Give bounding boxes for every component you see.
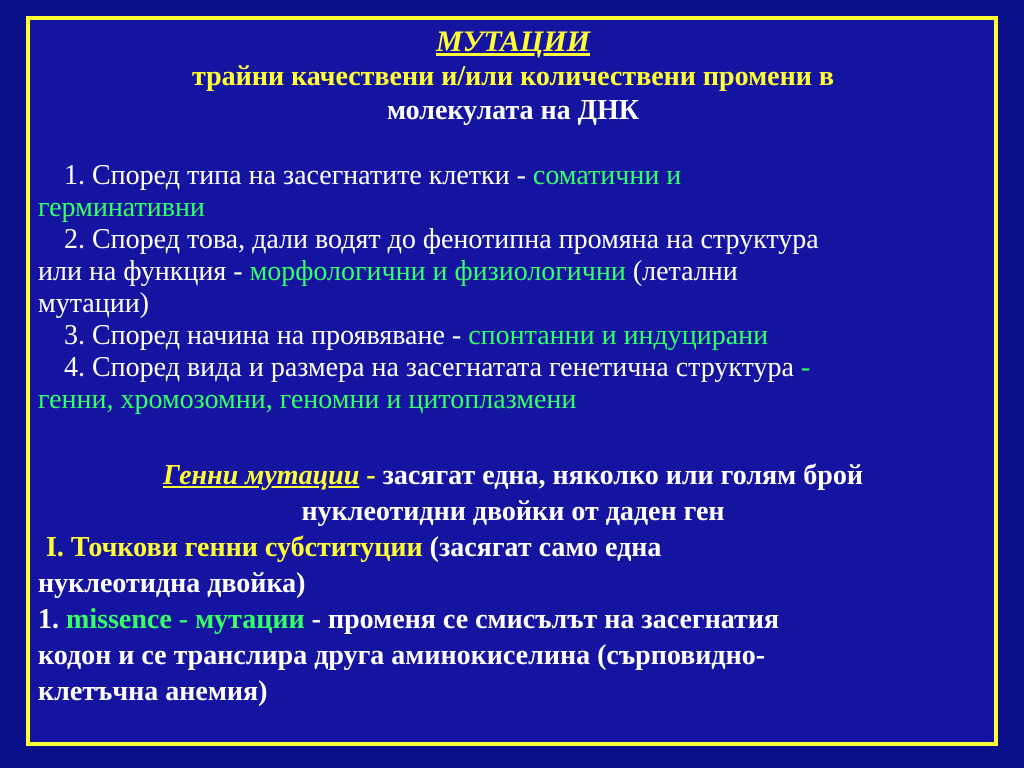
criterion-2: 2. Според това, дали водят до фенотипна промяна на структура: [64, 224, 819, 255]
definition-line-1: трайни качествени и/или количествени промени в: [192, 61, 834, 92]
point-substitutions-line-2: нуклеотидна двойка): [38, 568, 306, 599]
gene-mutations-line-1: Генни мутации - засягат една, няколко или голям брой: [163, 460, 863, 491]
point-substitutions: I. Точкови генни субституции (засягат само една: [46, 532, 662, 563]
missense-term: missence - мутации: [66, 604, 305, 635]
missense-line-1: 1. missence - мутации - променя се смисълът на засегнатия: [38, 604, 780, 635]
criterion-1-highlight: соматични и: [532, 160, 682, 191]
slide-content: [38, 24, 988, 710]
criterion-2-line-3: мутации): [38, 288, 150, 319]
criterion-3: 3. Според начина на проявяване - спонтанни и индуцирани: [64, 320, 769, 351]
criterion-2-highlight: морфологични и физиологични: [249, 256, 626, 287]
criterion-2-line-2: или на функция - морфологични и физиологични (летални: [38, 256, 738, 287]
criterion-3-highlight: спонтанни и индуцирани: [468, 320, 769, 351]
point-substitutions-label: I. Точкови генни субституции: [46, 532, 423, 563]
missense-line-2: кодон и се транслира друга аминокиселина (сърповидно-: [38, 640, 766, 671]
missense-line-3: клетъчна анемия): [38, 676, 268, 707]
criterion-4: 4. Според вида и размера на засегнатата генетична структура -: [64, 352, 811, 383]
definition-line-2: молекулата на ДНК: [386, 95, 640, 126]
slide-definition: [38, 60, 988, 128]
gene-mutations-term: Генни мутации: [163, 460, 360, 491]
criterion-1: 1. Според типа на засегнатите клетки - соматични и: [64, 160, 682, 191]
gene-mutations-section: [38, 458, 988, 710]
slide-title: МУТАЦИИ: [436, 25, 590, 58]
criterion-4-highlight: генни, хромозомни, геномни и цитоплазмени: [38, 384, 577, 415]
gene-mutations-line-2: нуклеотидни двойки от даден ген: [301, 496, 725, 527]
classification-list: [38, 160, 988, 416]
criterion-1-continuation: герминативни: [38, 192, 205, 223]
